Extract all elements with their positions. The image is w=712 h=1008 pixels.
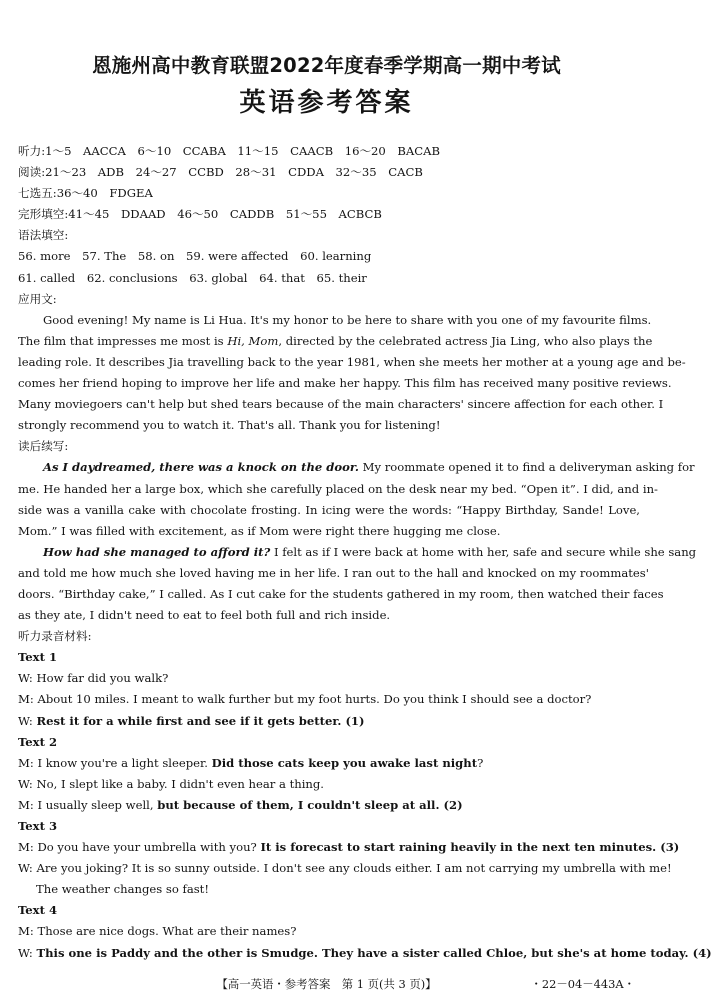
continuation-label: 读后续写: [18, 439, 69, 454]
dialogue-line: W: Are you joking? It is so sunny outside. I don't see any clouds either. I am not carrying my umbrella with me! [18, 861, 672, 876]
reading-answers: 阅读:21～23 ADB 24～27 CCBD 28～31 CDDA 32～35 CACB [18, 165, 423, 180]
continuation-line [18, 457, 695, 478]
grammar-label: 语法填空: [18, 228, 69, 243]
answer-cue: but because of them, I couldn't sleep at all. (2) [157, 797, 463, 812]
text-heading: Text 4 [18, 903, 58, 918]
continuation-line: and told me how much she loved having me in her life. I ran out to the hall and knocked on my roommates' [18, 565, 649, 580]
answer-cue: It is forecast to start raining heavily in the next ten minutes. (3) [260, 840, 680, 855]
continuation-line: side was a vanilla cake with chocolate frosting. In icing were the words: “Happy Birthday, Sande! Love, [18, 502, 640, 517]
applied-writing-line [18, 331, 653, 352]
text-heading: Text 1 [18, 650, 58, 665]
text-span: The film that impresses me most is [18, 333, 228, 348]
dialogue-line: M: Those are nice dogs. What are their names? [18, 924, 297, 939]
applied-writing-line: comes her friend hoping to improve her life and make her happy. This film has received many positive reviews. [18, 376, 672, 391]
given-opening-sentence: As I daydreamed, there was a knock on the door. [43, 460, 359, 475]
dialogue-line: W: No, I slept like a baby. I didn't even hear a thing. [18, 776, 324, 791]
speaker-label: W: [18, 945, 37, 960]
dialogue-line: The weather changes so fast! [36, 882, 210, 897]
document-body [18, 141, 712, 964]
text-span: I felt as if I were back at home with her, safe and secure while she sang [270, 544, 697, 559]
given-opening-sentence: How had she managed to afford it? [43, 544, 271, 559]
dialogue-line [18, 943, 712, 964]
applied-writing-line: Good evening! My name is Li Hua. It's my honor to be here to share with you one of my favourite films. [43, 312, 652, 327]
dialogue-line: M: About 10 miles. I meant to walk further but my foot hurts. Do you think I should see a doctor? [18, 692, 592, 707]
dialogue-line: W: How far did you walk? [18, 671, 169, 686]
cloze-answers: 完形填空:41～45 DDAAD 46～50 CADDB 51～55 ACBCB [18, 207, 382, 222]
film-title: Hi, Mom [227, 333, 279, 348]
paper-code: ・22－04－443A・ [530, 977, 635, 991]
text-heading: Text 2 [18, 734, 58, 749]
continuation-line: Mom.” I was filled with excitement, as if Mom were right there hugging me close. [18, 523, 501, 538]
answer-cue: Did those cats keep you awake last night [211, 755, 478, 770]
document-title: 英语参考答案 [239, 88, 414, 118]
continuation-line: as they ate, I didn't need to eat to feel both full and rich inside. [18, 608, 391, 623]
text-span: M: I usually sleep well, [18, 797, 158, 812]
grammar-answers-line1: 56. more 57. The 58. on 59. were affected 60. learning [18, 249, 372, 264]
page-number: 【高一英语・参考答案 第 1 页(共 3 页)】 [216, 977, 437, 991]
listening-answers: 听力:1～5 AACCA 6～10 CCABA 11～15 CAACB 16～20 BACAB [18, 144, 441, 158]
speaker-label: W: [18, 713, 37, 728]
answer-cue: Rest it for a while first and see if it gets better. (1) [36, 713, 365, 728]
applied-writing-line: strongly recommend you to watch it. That's all. Thank you for listening! [18, 418, 441, 433]
dialogue-line [18, 837, 680, 858]
applied-writing-line: Many moviegoers can't help but shed tears because of the main characters' sincere affection for each other. I [18, 397, 664, 412]
text-span: , directed by the celebrated actress Jia Ling, who also plays the [278, 333, 653, 348]
continuation-line [18, 542, 697, 563]
continuation-line: me. He handed her a large box, which she carefully placed on the desk near my bed. “Open it”. I did, and in- [18, 481, 658, 496]
text-span: M: I know you're a light sleeper. [18, 755, 212, 770]
applied-writing-label: 应用文: [18, 291, 57, 306]
dialogue-line [18, 795, 640, 816]
answer-cue: This one is Paddy and the other is Smudge. They have a sister called Chloe, but she's at home today. (4) [36, 945, 712, 960]
text-span: My roommate opened it to find a deliveryman asking for [358, 460, 695, 475]
text-span: ? [477, 755, 484, 770]
text-span: M: Do you have your umbrella with you? [18, 840, 261, 855]
continuation-line: doors. “Birthday cake,” I called. As I cut cake for the students gathered in my room, then watched their faces [18, 586, 664, 601]
grammar-answers-line2: 61. called 62. conclusions 63. global 64. that 65. their [18, 270, 367, 285]
applied-writing-line: leading role. It describes Jia travelling back to the year 1981, when she meets her mother at a young age and be- [18, 354, 686, 369]
page-footer [0, 976, 653, 996]
seven-choose-five-answers: 七选五:36～40 FDGEA [18, 186, 153, 201]
listening-material-label: 听力录音材料: [18, 629, 92, 644]
exam-title: 恩施州高中教育联盟2022年度春季学期高一期中考试 [92, 54, 561, 77]
dialogue-line [18, 753, 640, 774]
dialogue-line [18, 711, 640, 732]
text-heading: Text 3 [18, 819, 58, 833]
